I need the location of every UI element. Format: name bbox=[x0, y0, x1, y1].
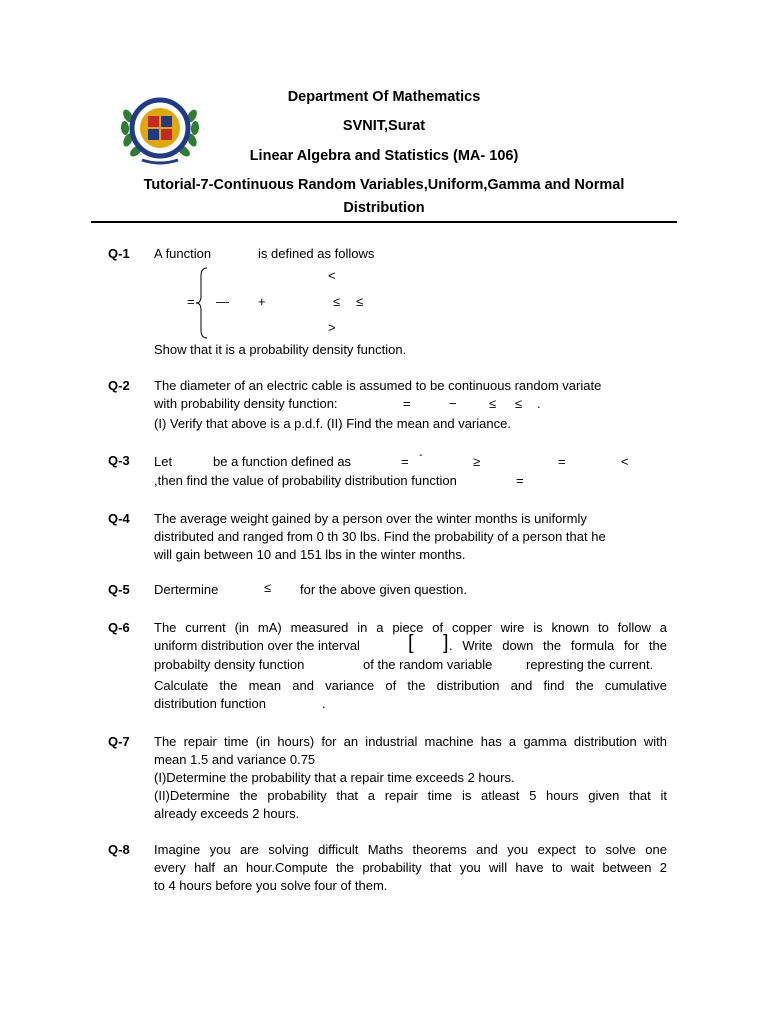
q2-eq-symbol: = bbox=[403, 396, 411, 411]
header-tutorial-title: Tutorial-7-Continuous Random Variables,Uniform,Gamma and Normal bbox=[143, 177, 625, 193]
q5-le-symbol: ≤ bbox=[264, 580, 272, 595]
q1-eq-symbol: = bbox=[187, 294, 195, 309]
q4-line1: The average weight gained by a person over the winter months is uniformly bbox=[154, 511, 587, 526]
header-divider bbox=[91, 221, 677, 223]
q1-brace bbox=[195, 266, 209, 345]
q3-line2: ,then find the value of probability distribution function bbox=[154, 473, 457, 488]
q1-text-c: Show that it is a probability density function. bbox=[154, 342, 407, 357]
q3-let: Let bbox=[154, 454, 173, 469]
q6-line4: Calculate the mean and variance of the distribution and find the cumulative bbox=[154, 678, 667, 693]
header-department: Department Of Mathematics bbox=[287, 89, 481, 105]
q7-line5: already exceeds 2 hours. bbox=[154, 806, 300, 821]
q7-line1: The repair time (in hours) for an industrial machine has a gamma distribution with bbox=[154, 734, 667, 749]
q4-line2: distributed and ranged from 0 th 30 lbs. Find the probability of a person that he bbox=[154, 529, 606, 544]
q2-period: . bbox=[537, 396, 541, 411]
question-label: Q-7 bbox=[108, 734, 130, 749]
q2-line1: The diameter of an electric cable is assumed to be continuous random variate bbox=[154, 378, 602, 393]
header-course: Linear Algebra and Statistics (MA- 106) bbox=[249, 148, 519, 164]
question-label: Q-5 bbox=[108, 582, 130, 597]
q1-text-b: is defined as follows bbox=[258, 246, 375, 261]
question-label: Q-3 bbox=[108, 453, 130, 468]
q5-text-a: Dertermine bbox=[154, 582, 219, 597]
q8-line3: to 4 hours before you solve four of them. bbox=[154, 878, 388, 893]
header-institute: SVNIT,Surat bbox=[342, 118, 426, 134]
q3-eq-symbol: = bbox=[516, 473, 524, 488]
q1-plus-symbol: + bbox=[258, 294, 266, 309]
q6-line5: distribution function bbox=[154, 696, 267, 711]
q7-line4: (II)Determine the probability that a repair time is atleast 5 hours given that it bbox=[154, 788, 667, 803]
q2-line2: with probability density function: bbox=[154, 396, 338, 411]
q6-line2a: uniform distribution over the interval bbox=[154, 638, 360, 653]
q6-period: . bbox=[322, 696, 326, 711]
q2-minus-symbol: − bbox=[449, 396, 457, 411]
q4-line3: will gain between 10 and 151 lbs in the winter months. bbox=[154, 547, 466, 562]
q3-minus-symbol: - bbox=[419, 449, 423, 461]
q2-line3: (I) Verify that above is a p.d.f. (II) Find the mean and variance. bbox=[154, 416, 511, 431]
q2-le-symbol: ≤ bbox=[515, 396, 523, 411]
q1-lt-symbol: < bbox=[328, 268, 336, 283]
q8-line2: every half an hour.Compute the probability that you will have to wait between 2 bbox=[154, 860, 667, 875]
q7-line2: mean 1.5 and variance 0.75 bbox=[154, 752, 316, 767]
q6-line3c: represting the current. bbox=[526, 657, 654, 672]
q3-def: be a function defined as bbox=[213, 454, 352, 469]
q3-lt-symbol: < bbox=[621, 454, 629, 469]
q6-line3a: probabilty density function bbox=[154, 657, 305, 672]
q6-line3b: of the random variable bbox=[363, 657, 493, 672]
q1-le-symbol: ≤ bbox=[356, 294, 364, 309]
question-label: Q-1 bbox=[108, 246, 130, 261]
question-label: Q-6 bbox=[108, 620, 130, 635]
question-label: Q-8 bbox=[108, 842, 130, 857]
q6-line2b: . Write down the formula for the bbox=[449, 638, 667, 653]
q3-eq-symbol: = bbox=[401, 454, 409, 469]
question-label: Q-2 bbox=[108, 378, 130, 393]
header-tutorial-title-cont: Distribution bbox=[343, 200, 425, 216]
q2-le-symbol: ≤ bbox=[489, 396, 497, 411]
q6-right-bracket: ] bbox=[443, 632, 449, 654]
q5-text-b: for the above given question. bbox=[300, 582, 467, 597]
q6-line1: The current (in mA) measured in a piece of copper wire is known to follow a bbox=[154, 620, 667, 635]
q1-fraction-bar: — bbox=[216, 294, 229, 309]
q1-gt-symbol: > bbox=[328, 320, 336, 335]
q8-line1: Imagine you are solving difficult Maths theorems and you expect to solve one bbox=[154, 842, 667, 857]
q1-le-symbol: ≤ bbox=[333, 294, 341, 309]
question-label: Q-4 bbox=[108, 511, 130, 526]
q3-ge-symbol: ≥ bbox=[473, 454, 481, 469]
q6-left-bracket: [ bbox=[408, 632, 414, 654]
q1-text-a: A function bbox=[154, 246, 212, 261]
q3-eq-symbol: = bbox=[558, 454, 566, 469]
q7-line3: (I)Determine the probability that a repair time exceeds 2 hours. bbox=[154, 770, 515, 785]
